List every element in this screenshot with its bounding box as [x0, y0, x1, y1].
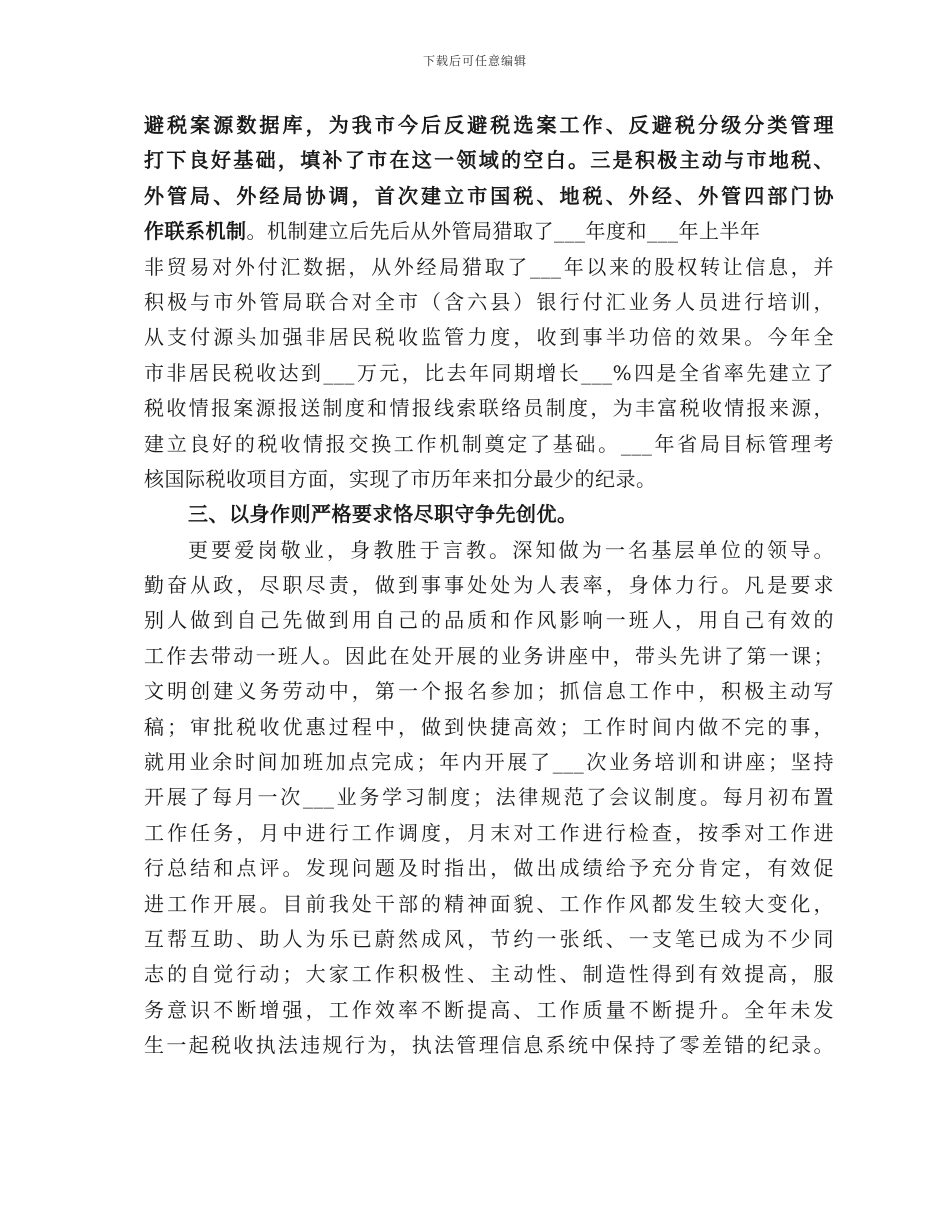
text-line: 积极与市外管局联合对全市（含六县）银行付汇业务人员进行培训， [144, 289, 834, 314]
text-line: 市非居民税收达到___万元，比去年同期增长___%四是全省率先建立了 [144, 360, 834, 385]
text-line: 文明创建义务劳动中，第一个报名参加；抓信息工作中，积极主动写 [144, 679, 834, 704]
text-line: 生一起税收执法违规行为，执法管理信息系统中保持了零差错的纪录。 [144, 1033, 834, 1058]
text-line: 更要爱岗敬业，身教胜于言教。深知做为一名基层单位的领导。 [188, 537, 834, 562]
text-line: 建立良好的税收情报交换工作机制奠定了基础。___年省局目标管理考 [144, 431, 834, 456]
text-line: 就用业余时间加班加点完成；年内开展了___次业务培训和讲座；坚持 [144, 750, 834, 775]
bold-run: 作联系机制 [144, 219, 247, 244]
normal-run: 。机制建立后先后从外管局猎取了___年度和___年上半年 [246, 219, 761, 244]
text-line: 进工作开展。目前我处干部的精神面貌、工作作风都发生较大变化， [144, 891, 834, 916]
text-line: 别人做到自己先做到用自己的品质和作风影响一班人，用自己有效的 [144, 608, 834, 633]
text-line: 打下良好基础，填补了市在这一领域的空白。三是积极主动与市地税、 [144, 148, 834, 173]
text-line: 从支付源头加强非居民税收监管力度，收到事半功倍的效果。今年全 [144, 325, 834, 350]
text-line: 互帮互助、助人为乐已蔚然成风，节约一张纸、一支笔已成为不少同 [144, 926, 834, 951]
text-line-mixed [144, 214, 834, 249]
page-header: 下载后可任意编辑 [422, 54, 527, 68]
paragraph-2 [144, 533, 834, 1064]
document-body [144, 108, 834, 1064]
text-line: 外管局、外经局协调，首次建立市国税、地税、外经、外管四部门协 [144, 183, 834, 208]
text-line: 行总结和点评。发现问题及时指出，做出成绩给予充分肯定，有效促 [144, 856, 834, 881]
text-line: 税收情报案源报送制度和情报线索联络员制度，为丰富税收情报来源， [144, 396, 834, 421]
text-line: 勤奋从政，尽职尽责，做到事事处处为人表率，身体力行。凡是要求 [144, 573, 834, 598]
text-line: 务意识不断增强，工作效率不断提高、工作质量不断提升。全年未发 [144, 997, 834, 1022]
paragraph-1 [144, 108, 834, 497]
text-line: 非贸易对外付汇数据，从外经局猎取了___年以来的股权转让信息，并 [144, 254, 834, 279]
text-line: 开展了每月一次___业务学习制度；法律规范了会议制度。每月初布置 [144, 785, 834, 810]
text-line: 志的自觉行动；大家工作积极性、主动性、制造性得到有效提高，服 [144, 962, 834, 987]
text-line: 工作任务，月中进行工作调度，月末对工作进行检查，按季对工作进 [144, 820, 834, 845]
section-heading: 三、以身作则严格要求恪尽职守争先创优。 [188, 502, 578, 527]
text-line: 核国际税收项目方面，实现了市历年来扣分最少的纪录。 [144, 466, 657, 491]
text-line: 避税案源数据库，为我市今后反避税选案工作、反避税分级分类管理 [144, 113, 834, 137]
text-line: 稿；审批税收优惠过程中，做到快捷高效；工作时间内做不完的事， [144, 714, 834, 739]
text-line: 工作去带动一班人。因此在处开展的业务讲座中，带头先讲了第一课； [144, 643, 834, 668]
